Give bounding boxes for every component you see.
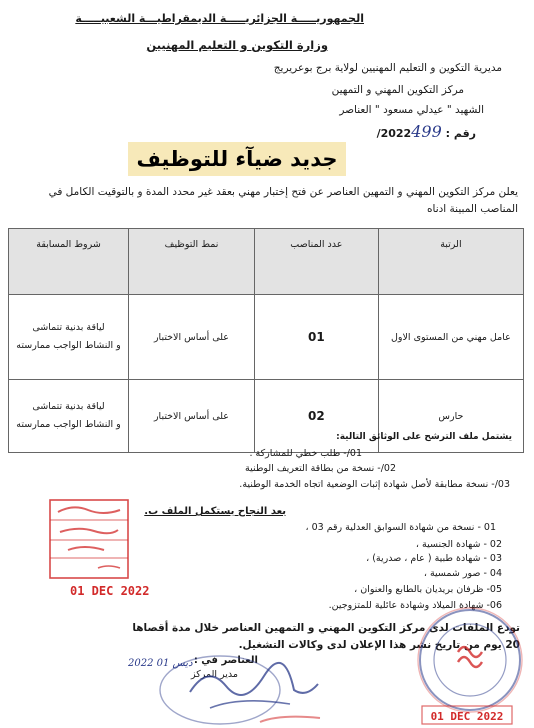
center-header: مركز التكوين المهني و التمهين: [331, 84, 464, 96]
signature-role: مدير المركز: [190, 669, 238, 680]
reference-label: رقم :: [445, 127, 476, 140]
title-banner: [128, 142, 346, 176]
row-count: 02: [254, 380, 378, 453]
signature-date: 2022 01 ديس: [128, 658, 193, 669]
documents-heading: يشتمل ملف الترشح على الوثائق التالية:: [336, 432, 512, 442]
success-item: 04 - صور شمسية ،: [423, 568, 502, 579]
success-heading: بعد النجاح يستكمل الملف ب.: [144, 506, 286, 517]
row-count: 01: [254, 295, 378, 380]
reference-year: /2022: [376, 127, 412, 140]
row-mode: على أساس الاختبار: [129, 380, 255, 453]
ministry-header: وزارة التكوين و التعليم المهنيين: [146, 38, 328, 52]
success-item: 06- شهادة الميلاد وشهادة عائلية للمتزوجين.: [328, 600, 502, 611]
row-grade: حارس: [378, 380, 523, 453]
row-conditions: [9, 295, 129, 380]
stamp-date: 01 DEC 2022: [70, 584, 150, 598]
table-header-row: [9, 229, 524, 295]
republic-header: الجمهوريـــــة الجزائريـــــة الديمقراطيـــة الشعبيـــــة: [75, 12, 364, 25]
conditions-line-1: لياقة بدنية تتماشى: [32, 401, 105, 412]
signature-place: العناصر في :: [193, 655, 258, 666]
success-item: 02 - شهادة الجنسية ،: [415, 539, 502, 550]
row-mode: على أساس الاختبار: [129, 295, 255, 380]
received-mail-stamp: [48, 498, 130, 580]
document-item: 01/- طلب خطي للمشاركة .: [249, 448, 362, 459]
seal-date: 01 DEC 2022: [430, 710, 504, 723]
reference-number: [377, 122, 476, 141]
conditions-line-1: لياقة بدنية تتماشى: [32, 322, 105, 333]
success-item: 01 - نسخة من شهادة السوابق العدلية رقم 03 ،: [305, 522, 496, 533]
deposit-notice: تودع الملفات لدى مركز التكوين المهني و التمهين العناصر خلال مدة أقصاها 20 يوم من تاريخ نشر هذا الإعلان لدى وكالات التشغيل.: [132, 622, 520, 651]
table-row: [9, 295, 524, 380]
conditions-line-2: و النشاط الواجب ممارسته: [16, 419, 121, 430]
positions-table: [8, 228, 524, 453]
document-item: 02/- نسخة من بطاقة التعريف الوطنية: [245, 463, 396, 474]
directorate-header: مديرية التكوين و التعليم المهنيين لولاية برج بوعريريج: [273, 62, 502, 74]
header-count: عدد المناصب: [254, 229, 378, 295]
reference-handwritten-number: 499: [411, 122, 442, 141]
official-seal: [400, 602, 534, 728]
intro-paragraph: يعلن مركز التكوين المهني و التمهين العناصر عن فتح إختبار مهني بعقد غير محدد المدة و بالتوقيت الكامل في المناصب المبينة ادناه: [48, 186, 518, 215]
header-conditions: شروط المسابقة: [9, 229, 129, 295]
document-item: 03/- نسخة مطابقة لأصل شهادة إثبات الوضعية اتجاه الخدمة الوطنية.: [239, 479, 510, 490]
success-item: 05- ظرفان بريديان بالطابع والعنوان ،: [354, 584, 502, 595]
row-conditions: [9, 380, 129, 453]
row-grade: عامل مهني من المستوى الاول: [378, 295, 523, 380]
header-mode: نمط التوظيف: [129, 229, 255, 295]
director-signature-stamp: [150, 650, 360, 728]
conditions-line-2: و النشاط الواجب ممارسته: [16, 340, 121, 351]
header-grade: الرتبة: [378, 229, 523, 295]
page-title: جديد ضيآء للتوظيف: [136, 147, 338, 171]
martyr-header: الشهيد " عيدلي مسعود " العناصر: [339, 104, 484, 116]
success-item: 03 - شهادة طبية ( عام ، صدرية) ،: [366, 553, 502, 564]
